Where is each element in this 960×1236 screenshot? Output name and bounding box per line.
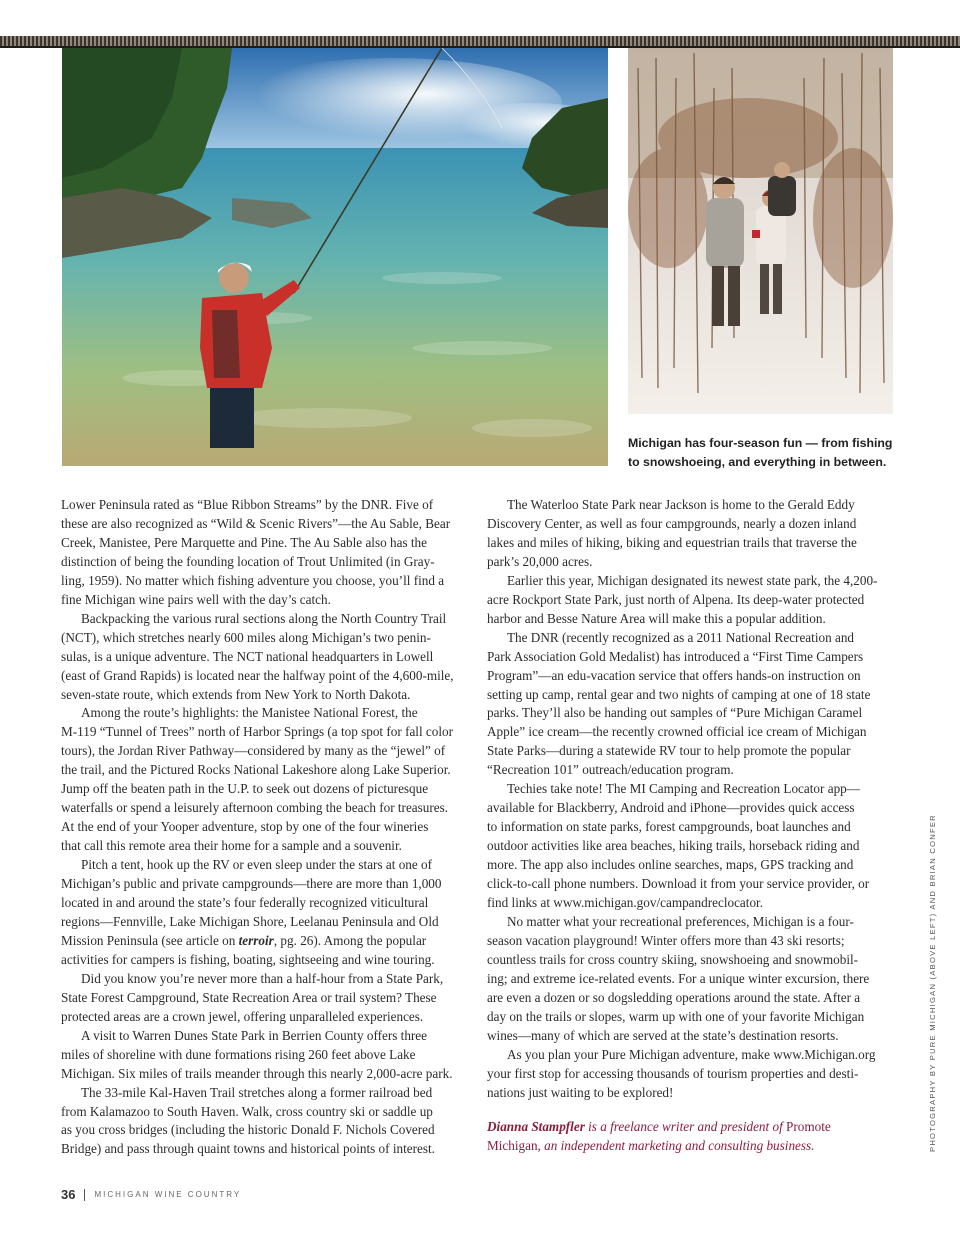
text-line: The 33-mile Kal-Haven Trail stretches along a former railroad bed (81, 1084, 433, 1100)
text-line: (NCT), which stretches nearly 600 miles along Michigan’s two penin- (61, 629, 431, 645)
text-line: season vacation playground! Winter offers more than 43 ski resorts; (487, 932, 845, 948)
page-footer (61, 1187, 241, 1202)
text-line: At the end of your Yooper adventure, stop by one of the four wineries (61, 819, 429, 835)
text-line: park’s 20,000 acres. (487, 553, 593, 569)
text-line: acre Rockport State Park, just north of Alpena. Its deep-water protected (487, 591, 865, 607)
photo-fly-fishing (62, 48, 608, 466)
byline-text: , an independent marketing and consulting business. (537, 1137, 815, 1153)
text-line: countless trails for cross country skiing, snowshoeing and snowmobil- (487, 951, 859, 967)
text-line: regions—Fennville, Lake Michigan Shore, Leelanau Peninsula and Old (61, 913, 439, 929)
text-line: protected areas are a crown jewel, offering unparalleled experiences. (61, 1008, 424, 1024)
text-line: waterfalls or spend a leisurely afternoon combing the beach for treasures. (61, 800, 449, 816)
text-line: Michigan’s public and private campgrounds—there are more than 1,000 (61, 876, 442, 892)
text-line: the trail, and the Pictured Rocks National Lakeshore along Lake Superior. (61, 762, 451, 778)
text-line: Bridge) and pass through quaint towns and historical points of interest. (61, 1141, 435, 1157)
text-line: Backpacking the various rural sections along the North Country Trail (81, 610, 447, 626)
photo-credit: PHOTOGRAPHY BY PURE MICHIGAN (ABOVE LEFT) AND BRIAN CONFER (928, 814, 937, 1152)
text-line: located in and around the state’s four federally recognized viticultural (61, 895, 429, 911)
author-byline (487, 1117, 897, 1155)
text-line: wines—many of which are served at the state’s destination resorts. (487, 1027, 839, 1043)
top-decorative-band (0, 36, 960, 48)
text-line: outdoor activities like area beaches, hiking trails, horseback riding and (487, 838, 860, 854)
text-line: Creek, Manistee, Pere Marquette and Pine. The Au Sable also has the (61, 534, 427, 550)
article-column-left (61, 496, 476, 1159)
byline-text: is a freelance writer and president of (584, 1118, 787, 1134)
text-line: Techies take note! The MI Camping and Recreation Locator app— (507, 781, 860, 797)
text-line: The DNR (recently recognized as a 2011 National Recreation and (507, 629, 855, 645)
publication-name: MICHIGAN WINE COUNTRY (94, 1190, 242, 1199)
text-line: Earlier this year, Michigan designated its newest state park, the 4,200- (507, 572, 878, 588)
text-line: available for Blackberry, Android and iPhone—provides quick access (487, 800, 855, 816)
text-line: seven-state route, which extends from New York to North Dakota. (61, 686, 411, 702)
photo-caption (628, 434, 903, 472)
text-line: Pitch a tent, hook up the RV or even sleep under the stars at one of (81, 857, 433, 873)
text-fragment: Mission Peninsula (see article on (61, 932, 239, 948)
text-line: A visit to Warren Dunes State Park in Berrien County offers three (81, 1027, 428, 1043)
author-name: Dianna Stampfler (487, 1118, 585, 1134)
text-line: to information on state parks, forest campgrounds, boat launches and (487, 819, 851, 835)
text-line: your first stop for accessing thousands of tourism properties and desti- (487, 1065, 859, 1081)
text-line: day on the trails or slopes, warm up with one of your favorite Michigan (487, 1008, 865, 1024)
caption-line-1: Michigan has four-season fun — from fishing (628, 436, 893, 450)
text-line: The Waterloo State Park near Jackson is home to the Gerald Eddy (507, 497, 855, 512)
text-line: Michigan. Six miles of trails meander through this nearly 2,000-acre park. (61, 1065, 453, 1081)
text-line: Did you know you’re never more than a half-hour from a State Park, (81, 970, 444, 986)
text-line: Among the route’s highlights: the Manistee National Forest, the (81, 705, 418, 721)
text-line: are even a dozen or so dogsledding operations around the state. After a (487, 989, 861, 1005)
text-line: sulas, is a unique adventure. The NCT national headquarters in Lowell (61, 648, 434, 664)
text-line: ing; and extreme ice-related events. For a unique winter excursion, there (487, 970, 870, 986)
text-line: M-119 “Tunnel of Trees” north of Harbor Springs (a top spot for fall color (61, 724, 454, 740)
text-line: No matter what your recreational preferences, Michigan is a four- (507, 913, 854, 929)
text-line: ling, 1959). No matter which fishing adventure you choose, you’ll find a (61, 572, 445, 588)
footer-divider (84, 1189, 85, 1201)
text-line: State Parks—during a statewide RV tour to help promote the popular (487, 743, 851, 759)
text-line: Program”—an edu-vacation service that offers hands-on instruction on (487, 667, 861, 683)
text-line: (east of Grand Rapids) is located near the halfway point of the 4,600-mile, (61, 667, 454, 683)
text-line: more. The app also includes online searches, maps, GPS tracking and (487, 857, 854, 873)
text-line: from Kalamazoo to South Haven. Walk, cross country ski or saddle up (61, 1103, 433, 1119)
text-line: nations just waiting to be explored! (487, 1084, 674, 1100)
text-line: setting up camp, rental gear and two nights of camping at one of 18 state (487, 686, 871, 702)
text-line: State Forest Campground, State Recreation Area or trail system? These (61, 989, 437, 1005)
caption-line-2: to snowshoeing, and everything in between. (628, 455, 887, 469)
text-line: Jump off the beaten path in the U.P. to seek out dozens of picturesque (61, 781, 429, 797)
byline-line-1 (487, 1117, 897, 1136)
text-line: these are also recognized as “Wild & Scenic Rivers”—the Au Sable, Bear (61, 515, 451, 531)
text-line: Apple” ice cream—the recently crowned official ice cream of Michigan (487, 724, 867, 740)
text-line (61, 932, 476, 951)
text-line: find links at www.michigan.gov/campandreclocator. (487, 895, 764, 911)
text-line: that call this remote area their home for a sample and a souvenir. (61, 838, 402, 854)
page-number: 36 (61, 1187, 76, 1202)
text-line: as you cross bridges (including the historic Donald F. Nichols Covered (61, 1122, 435, 1138)
text-line: parks. They’ll also be handing out samples of “Pure Michigan Caramel (487, 705, 863, 721)
company-name: Michigan (487, 1137, 538, 1153)
text-line: “Recreation 101” outreach/education program. (487, 762, 734, 778)
text-line: Lower Peninsula rated as “Blue Ribbon Streams” by the DNR. Five of (61, 497, 434, 512)
text-line: Discovery Center, as well as four campgrounds, nearly a dozen inland (487, 515, 857, 531)
italic-term: terroir (238, 932, 274, 948)
text-line: miles of shoreline with dune formations rising 260 feet above Lake (61, 1046, 416, 1062)
text-line: As you plan your Pure Michigan adventure, make www.Michigan.org (507, 1046, 876, 1062)
text-line: distinction of being the founding location of Trout Unlimited (in Gray- (61, 553, 435, 569)
text-line: tours), the Jordan River Pathway—considered by many as the “jewel” of (61, 743, 446, 759)
text-line: activities for campers is fishing, boating, sightseeing and wine touring. (61, 951, 435, 967)
photo-snowshoeing (628, 48, 893, 414)
text-line: Park Association Gold Medalist) has introduced a “First Time Campers (487, 648, 864, 664)
text-line: fine Michigan wine pairs well with the day’s catch. (61, 591, 331, 607)
text-line: lakes and miles of hiking, biking and equestrian trails that traverse the (487, 534, 857, 550)
text-fragment: , pg. 26). Among the popular (273, 932, 427, 948)
text-line: harbor and Besse Nature Area will make this a popular addition. (487, 610, 826, 626)
byline-line-2 (487, 1136, 897, 1155)
article-column-right (487, 496, 897, 1155)
text-line: click-to-call phone numbers. Download it from your service provider, or (487, 876, 870, 892)
company-name: Promote (786, 1118, 831, 1134)
